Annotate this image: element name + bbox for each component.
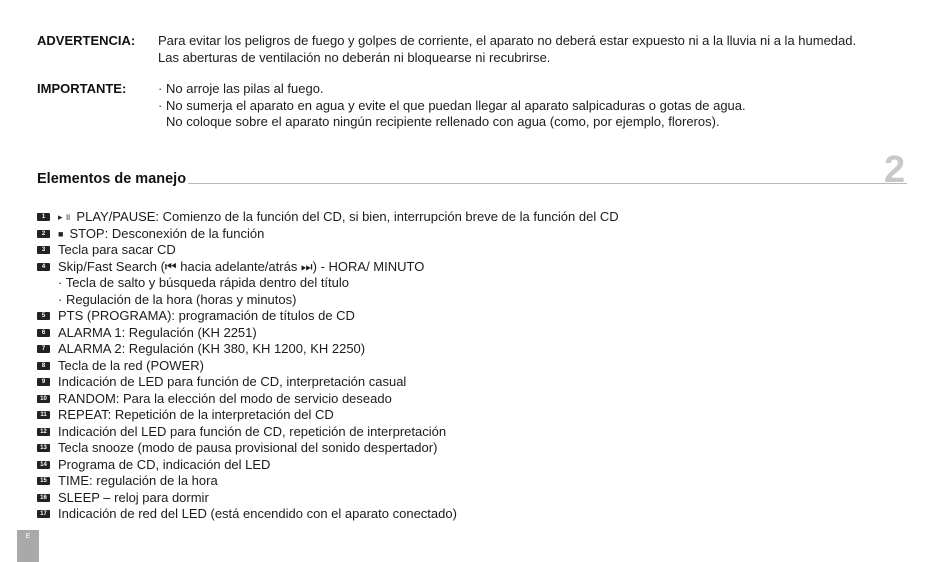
controls-list (37, 209, 917, 523)
item-number-badge: 12 (37, 428, 50, 436)
item-number-badge: 1 (37, 213, 50, 221)
list-item (37, 440, 917, 457)
list-item (37, 506, 917, 523)
item-text: TIME: regulación de la hora (58, 473, 218, 488)
important-block (37, 81, 917, 131)
list-item (37, 490, 917, 507)
item-number-badge: 3 (37, 246, 50, 254)
item-text: Tecla de la red (POWER) (58, 357, 204, 373)
list-item (37, 457, 917, 474)
section-title: Elementos de manejo (37, 171, 187, 187)
list-item (37, 259, 917, 276)
important-line: · No sumerja el aparato en agua y evite el que puedan llegar al aparato salpicaduras o gotas de agua. (158, 97, 746, 113)
item-text: REPEAT: Repetición de la interpretación del CD (58, 407, 334, 422)
item-text: PLAY/PAUSE: Comienzo de la función del CD, si bien, interrupción breve de la función del CD (76, 209, 619, 224)
item-number-badge: 8 (37, 362, 50, 370)
item-number-badge: 15 (37, 477, 50, 485)
item-number-badge: 4 (37, 263, 50, 271)
control-symbol-icon: ■ (58, 228, 64, 239)
important-line: No coloque sobre el aparato ningún recipiente rellenado con agua (como, por ejemplo, floreros). (166, 114, 720, 129)
list-item (37, 341, 917, 358)
item-text: Skip/Fast Search (⏮ hacia adelante/atrás ⏭) - HORA/ MINUTO (58, 258, 425, 274)
item-text: STOP: Desconexión de la función (69, 225, 265, 241)
important-text (158, 81, 917, 131)
list-item (37, 325, 917, 342)
section-rule (188, 183, 907, 184)
important-label: IMPORTANTE: (37, 81, 127, 96)
item-text: Tecla para sacar CD (58, 242, 176, 257)
warning-label: ADVERTENCIA: (37, 33, 136, 48)
chapter-number: 2 (884, 149, 906, 191)
list-item (37, 308, 917, 325)
item-text: · Regulación de la hora (horas y minutos) (58, 291, 297, 307)
item-number-badge: 2 (37, 230, 50, 238)
warning-block (37, 33, 917, 66)
bullet-dot: · (158, 81, 163, 96)
item-text: Indicación del LED para función de CD, repetición de interpretación (58, 423, 447, 439)
control-symbol-icon: ▸ ॥ (58, 212, 71, 222)
item-number-badge: 7 (37, 345, 50, 353)
list-item (37, 209, 917, 226)
item-text: ALARMA 1: Regulación (KH 2251) (58, 324, 257, 340)
item-number-badge: 6 (37, 329, 50, 337)
list-item (37, 226, 917, 243)
important-line: · No arroje las pilas al fuego. (158, 81, 324, 96)
item-number-badge: 13 (37, 444, 50, 452)
list-subitem (37, 275, 917, 292)
list-subitem (37, 292, 917, 309)
list-item (37, 242, 917, 259)
item-text: PTS (PROGRAMA): programación de títulos de CD (58, 308, 355, 323)
list-item (37, 391, 917, 408)
bullet-dot: · (158, 97, 163, 113)
item-number-badge: 9 (37, 378, 50, 386)
warning-text (158, 33, 917, 66)
section-heading (37, 168, 907, 188)
item-number-badge: 14 (37, 461, 50, 469)
list-item (37, 358, 917, 375)
item-number-badge: 5 (37, 312, 50, 320)
item-text: RANDOM: Para la elección del modo de servicio deseado (58, 390, 392, 406)
item-text: Indicación de LED para función de CD, interpretación casual (58, 374, 407, 389)
list-item (37, 473, 917, 490)
item-text: ALARMA 2: Regulación (KH 380, KH 1200, KH 2250) (58, 341, 366, 356)
warning-line: Para evitar los peligros de fuego y golpes de corriente, el aparato no deberá estar expuesto ni a la lluvia ni a la humedad. (158, 33, 857, 48)
item-number-badge: 10 (37, 395, 50, 403)
list-item (37, 407, 917, 424)
warning-line: Las aberturas de ventilación no deberán ni bloquearse ni recubrirse. (158, 49, 551, 65)
item-number-badge: 17 (37, 510, 50, 518)
list-item (37, 374, 917, 391)
item-text: Tecla snooze (modo de pausa provisional del sonido despertador) (58, 440, 438, 455)
list-item (37, 424, 917, 441)
language-tab: E (17, 530, 39, 562)
item-text: SLEEP – reloj para dormir (58, 489, 209, 505)
item-number-badge: 16 (37, 494, 50, 502)
item-text: Programa de CD, indicación del LED (58, 456, 271, 472)
item-text: · Tecla de salto y búsqueda rápida dentro del título (58, 275, 350, 290)
item-number-badge: 11 (37, 411, 50, 419)
item-text: Indicación de red del LED (está encendido con el aparato conectado) (58, 506, 457, 521)
